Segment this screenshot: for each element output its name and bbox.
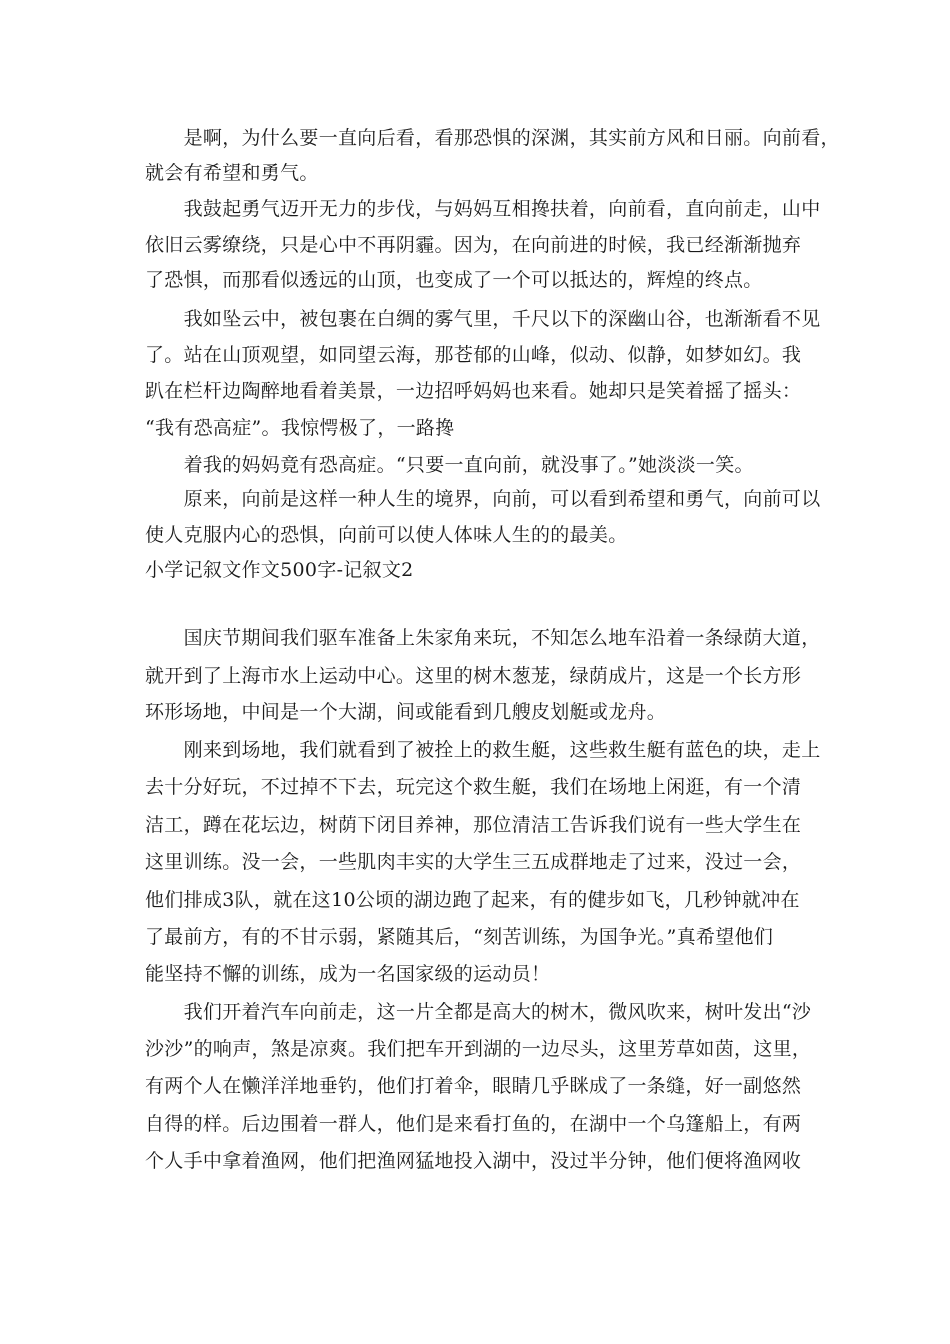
text-line: 依旧云雾缭绕，只是心中不再阴霾。因为，在向前进的时候，我已经渐渐抛弃 xyxy=(145,234,802,256)
text-line: 他们排成3队，就在这10公顷的湖边跑了起来，有的健步如飞，几秒钟就冲在 xyxy=(145,889,800,911)
text-line: 我们开着汽车向前走，这一片全都是高大的树木，微风吹来，树叶发出“沙 xyxy=(145,1001,812,1023)
text-line: 洁工，蹲在花坛边，树荫下闭目养神，那位清洁工告诉我们说有一些大学生在 xyxy=(145,814,802,836)
text-line: 是啊，为什么要一直向后看，看那恐惧的深渊，其实前方风和日丽。向前看， xyxy=(145,127,840,149)
text-line: 这里训练。没一会，一些肌肉丰实的大学生三五成群地走了过来，没过一会， xyxy=(145,851,802,873)
text-line: 个人手中拿着渔网，他们把渔网猛地投入湖中，没过半分钟，他们便将渔网收 xyxy=(145,1150,802,1172)
text-line: 就开到了上海市水上运动中心。这里的树木葱茏，绿荫成片，这是一个长方形 xyxy=(145,665,802,687)
text-line: 使人克服内心的恐惧，向前可以使人体味人生的的最美。 xyxy=(145,524,628,546)
text-line: 着我的妈妈竟有恐高症。“只要一直向前，就没事了。”她淡淡一笑。 xyxy=(145,454,754,476)
text-line: 原来，向前是这样一种人生的境界，向前，可以看到希望和勇气，向前可以 xyxy=(145,488,821,510)
text-line: 了恐惧，而那看似透远的山顶，也变成了一个可以抵达的，辉煌的终点。 xyxy=(145,269,763,291)
text-line: 去十分好玩，不过掉不下去，玩完这个救生艇，我们在场地上闲逛，有一个清 xyxy=(145,776,802,798)
text-line: “我有恐高症”。我惊愕极了，一路搀 xyxy=(145,417,455,439)
text-line: 刚来到场地，我们就看到了被拴上的救生艇，这些救生艇有蓝色的块，走上 xyxy=(145,739,821,761)
text-line: 沙沙”的响声，煞是凉爽。我们把车开到湖的一边尽头，这里芳草如茵，这里， xyxy=(145,1038,812,1060)
text-line: 趴在栏杆边陶醉地看着美景，一边招呼妈妈也来看。她却只是笑着摇了摇头： xyxy=(145,380,802,402)
section-title: 小学记叙文作文500字-记叙文2 xyxy=(145,559,414,581)
text-line: 自得的样。后边围着一群人，他们是来看打鱼的，在湖中一个乌篷船上，有两 xyxy=(145,1113,802,1135)
text-line: 了。站在山顶观望，如同望云海，那苍郁的山峰，似动、似静，如梦如幻。我 xyxy=(145,344,802,366)
text-line: 我如坠云中，被包裹在白绸的雾气里，千尺以下的深幽山谷，也渐渐看不见 xyxy=(145,308,821,330)
text-line: 有两个人在懒洋洋地垂钓，他们打着伞，眼睛几乎眯成了一条缝，好一副悠然 xyxy=(145,1075,802,1097)
text-line: 能坚持不懈的训练，成为一名国家级的运动员！ xyxy=(145,963,551,985)
text-line: 我鼓起勇气迈开无力的步伐，与妈妈互相搀扶着，向前看，直向前走，山中 xyxy=(145,198,821,220)
text-line: 国庆节期间我们驱车准备上朱家角来玩，不知怎么地车沿着一条绿荫大道， xyxy=(145,627,821,649)
text-line: 了最前方，有的不甘示弱，紧随其后，“刻苦训练，为国争光。”真希望他们 xyxy=(145,926,774,948)
text-line: 环形场地，中间是一个大湖，间或能看到几艘皮划艇或龙舟。 xyxy=(145,701,667,723)
text-line: 就会有希望和勇气。 xyxy=(145,162,319,184)
